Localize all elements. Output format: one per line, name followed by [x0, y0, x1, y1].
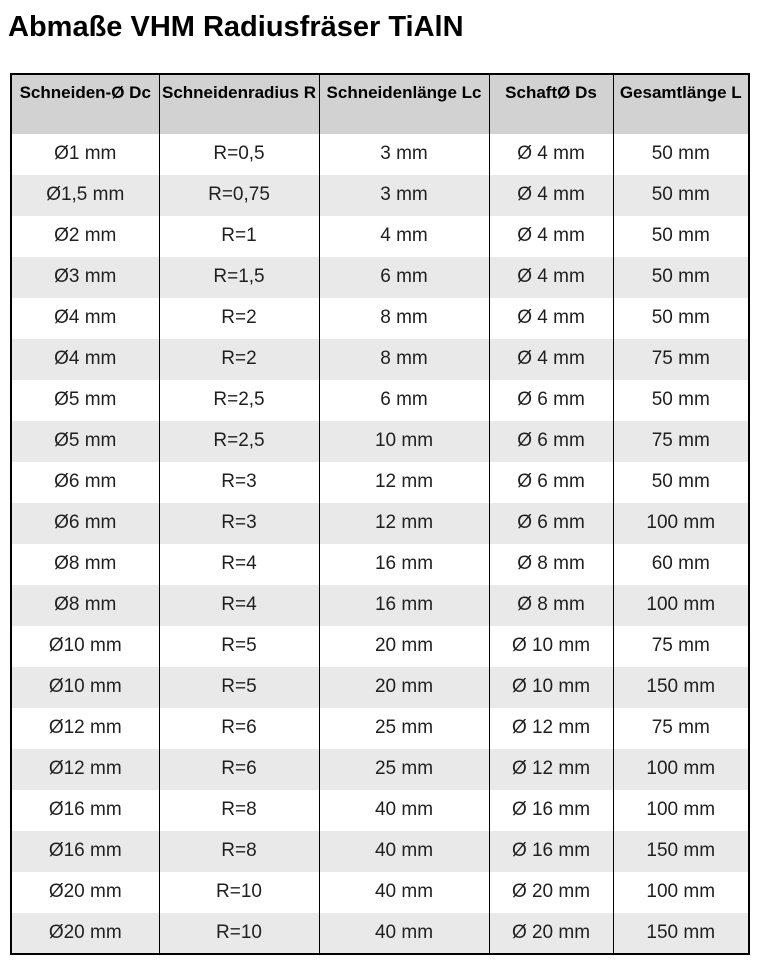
table-cell: 50 mm [613, 134, 749, 175]
table-cell: 10 mm [319, 421, 489, 462]
table-cell: Ø16 mm [11, 831, 159, 872]
table-row [11, 544, 749, 585]
table-row [11, 831, 749, 872]
column-header: Schneidenlänge Lc [319, 74, 489, 134]
table-cell: 3 mm [319, 175, 489, 216]
table-cell: 12 mm [319, 503, 489, 544]
table-cell: R=2 [159, 339, 319, 380]
table-cell: 40 mm [319, 872, 489, 913]
table-row [11, 872, 749, 913]
table-row [11, 503, 749, 544]
table-row [11, 257, 749, 298]
table-cell: 40 mm [319, 831, 489, 872]
table-cell: Ø 20 mm [489, 913, 613, 954]
table-row [11, 790, 749, 831]
table-row [11, 134, 749, 175]
table-cell: Ø 4 mm [489, 257, 613, 298]
table-cell: Ø 8 mm [489, 585, 613, 626]
table-row [11, 216, 749, 257]
table-cell: R=4 [159, 544, 319, 585]
table-cell: 75 mm [613, 339, 749, 380]
table-cell: R=0,75 [159, 175, 319, 216]
table-cell: R=8 [159, 790, 319, 831]
table-cell: Ø 4 mm [489, 216, 613, 257]
table-row [11, 749, 749, 790]
table-row [11, 708, 749, 749]
table-header [11, 74, 749, 134]
table-cell: 16 mm [319, 544, 489, 585]
table-cell: 20 mm [319, 626, 489, 667]
table-body [11, 134, 749, 954]
table-cell: Ø 4 mm [489, 339, 613, 380]
table-cell: R=1,5 [159, 257, 319, 298]
table-cell: 50 mm [613, 216, 749, 257]
table-cell: Ø 6 mm [489, 421, 613, 462]
table-cell: Ø10 mm [11, 667, 159, 708]
table-row [11, 298, 749, 339]
table-cell: Ø 12 mm [489, 749, 613, 790]
table-cell: Ø20 mm [11, 872, 159, 913]
table-cell: Ø6 mm [11, 462, 159, 503]
table-cell: Ø 4 mm [489, 298, 613, 339]
table-cell: 25 mm [319, 708, 489, 749]
table-cell: Ø 10 mm [489, 626, 613, 667]
table-cell: Ø6 mm [11, 503, 159, 544]
table-cell: 50 mm [613, 175, 749, 216]
table-cell: 40 mm [319, 913, 489, 954]
table-cell: 16 mm [319, 585, 489, 626]
table-cell: 100 mm [613, 503, 749, 544]
table-cell: R=10 [159, 872, 319, 913]
table-cell: R=5 [159, 667, 319, 708]
table-cell: 8 mm [319, 339, 489, 380]
column-header: SchaftØ Ds [489, 74, 613, 134]
table-row [11, 667, 749, 708]
table-row [11, 380, 749, 421]
table-cell: Ø12 mm [11, 749, 159, 790]
table-cell: Ø 10 mm [489, 667, 613, 708]
table-row [11, 339, 749, 380]
table-cell: Ø12 mm [11, 708, 159, 749]
table-cell: R=1 [159, 216, 319, 257]
table-cell: R=8 [159, 831, 319, 872]
table-cell: 50 mm [613, 257, 749, 298]
table-cell: Ø 6 mm [489, 380, 613, 421]
table-cell: 150 mm [613, 667, 749, 708]
dimensions-table [10, 73, 750, 955]
table-cell: Ø4 mm [11, 339, 159, 380]
table-cell: 40 mm [319, 790, 489, 831]
table-cell: Ø20 mm [11, 913, 159, 954]
table-cell: 25 mm [319, 749, 489, 790]
table-cell: R=3 [159, 503, 319, 544]
table-cell: Ø8 mm [11, 544, 159, 585]
table-cell: Ø10 mm [11, 626, 159, 667]
column-header: Schneiden-Ø Dc [11, 74, 159, 134]
column-header: Schneidenradius R [159, 74, 319, 134]
table-cell: 75 mm [613, 421, 749, 462]
table-cell: 100 mm [613, 790, 749, 831]
table-cell: Ø 4 mm [489, 134, 613, 175]
table-row [11, 462, 749, 503]
table-cell: R=2,5 [159, 380, 319, 421]
table-row [11, 421, 749, 462]
table-cell: R=6 [159, 749, 319, 790]
table-row [11, 913, 749, 954]
table-cell: Ø 8 mm [489, 544, 613, 585]
table-cell: Ø1,5 mm [11, 175, 159, 216]
table-cell: 4 mm [319, 216, 489, 257]
table-cell: R=4 [159, 585, 319, 626]
column-header: Gesamtlänge L [613, 74, 749, 134]
table-cell: Ø5 mm [11, 421, 159, 462]
table-cell: 50 mm [613, 380, 749, 421]
table-row [11, 585, 749, 626]
table-cell: 50 mm [613, 298, 749, 339]
table-cell: 50 mm [613, 462, 749, 503]
table-cell: Ø 6 mm [489, 503, 613, 544]
table-cell: Ø3 mm [11, 257, 159, 298]
table-row [11, 626, 749, 667]
table-cell: R=3 [159, 462, 319, 503]
table-cell: Ø 20 mm [489, 872, 613, 913]
table-cell: 100 mm [613, 872, 749, 913]
header-row [11, 74, 749, 134]
table-cell: 60 mm [613, 544, 749, 585]
table-cell: Ø 12 mm [489, 708, 613, 749]
table-cell: R=6 [159, 708, 319, 749]
table-cell: Ø1 mm [11, 134, 159, 175]
table-cell: 6 mm [319, 257, 489, 298]
table-cell: 3 mm [319, 134, 489, 175]
table-cell: 6 mm [319, 380, 489, 421]
table-cell: R=2 [159, 298, 319, 339]
table-cell: 150 mm [613, 831, 749, 872]
table-row [11, 175, 749, 216]
table-cell: Ø4 mm [11, 298, 159, 339]
table-cell: Ø 4 mm [489, 175, 613, 216]
table-cell: R=10 [159, 913, 319, 954]
page-title: Abmaße VHM Radiusfräser TiAlN [8, 11, 464, 43]
table-cell: 100 mm [613, 585, 749, 626]
table-cell: 100 mm [613, 749, 749, 790]
table-cell: R=0,5 [159, 134, 319, 175]
table-cell: 75 mm [613, 626, 749, 667]
table-cell: Ø 16 mm [489, 790, 613, 831]
table-cell: 12 mm [319, 462, 489, 503]
table-cell: R=2,5 [159, 421, 319, 462]
table-cell: 8 mm [319, 298, 489, 339]
table-cell: Ø 16 mm [489, 831, 613, 872]
table-cell: 75 mm [613, 708, 749, 749]
table-cell: 150 mm [613, 913, 749, 954]
table-cell: Ø 6 mm [489, 462, 613, 503]
table-cell: Ø2 mm [11, 216, 159, 257]
table-cell: Ø8 mm [11, 585, 159, 626]
table-cell: 20 mm [319, 667, 489, 708]
table-cell: Ø5 mm [11, 380, 159, 421]
table-cell: R=5 [159, 626, 319, 667]
table-cell: Ø16 mm [11, 790, 159, 831]
